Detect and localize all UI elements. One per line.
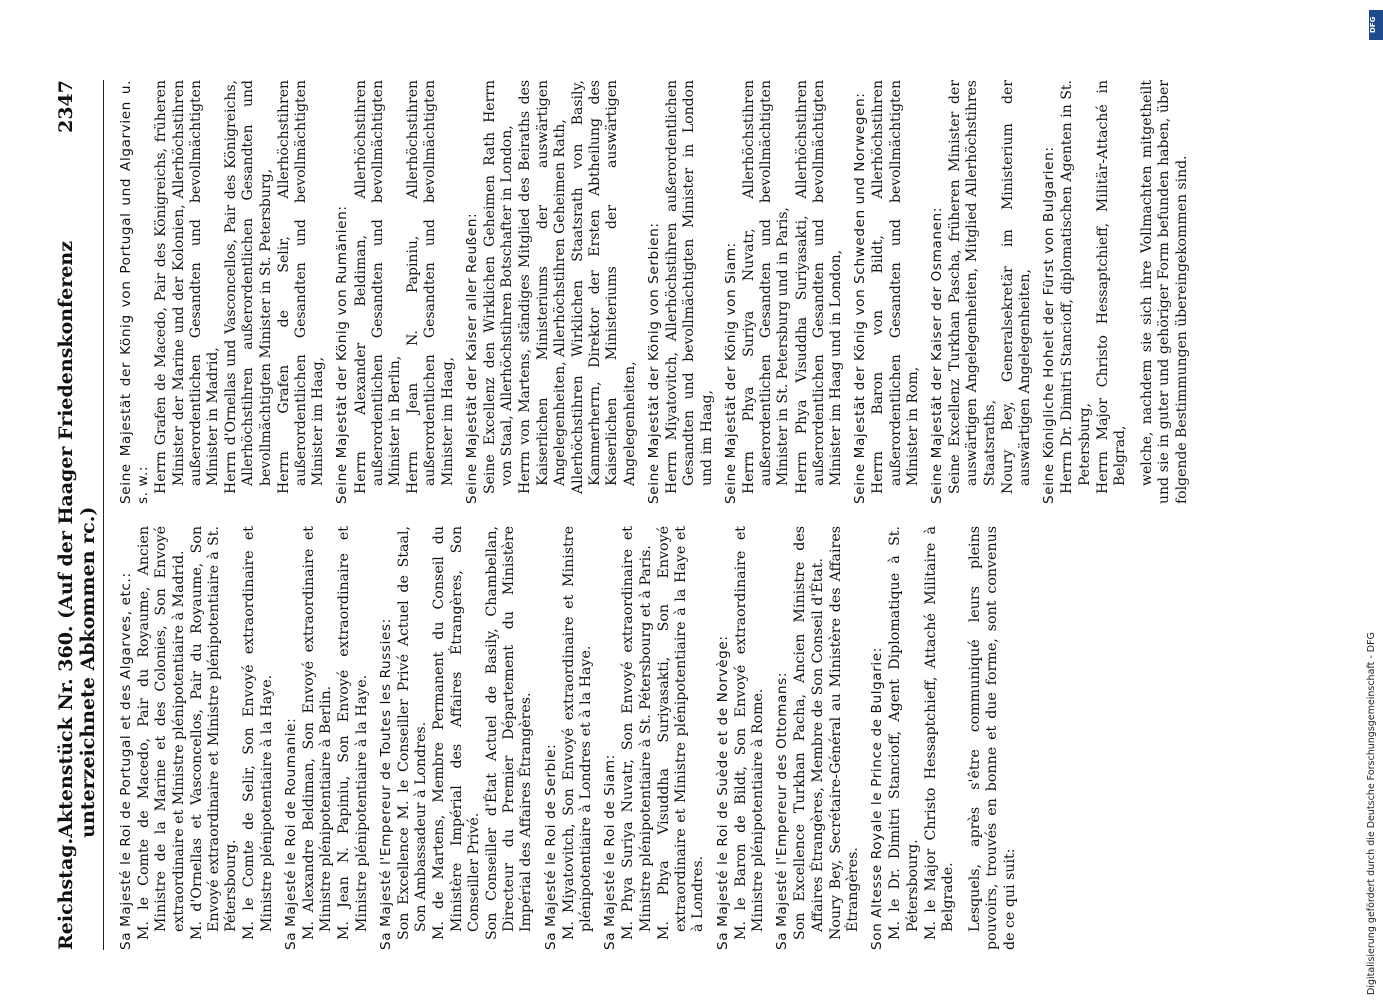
page-number: 2347 [55,80,77,133]
sovereign-title: Sa Majesté le Roi de Siam: [602,754,619,950]
two-column-text [118,80,1191,950]
sovereign-title: Son Altesse Royale le Prince de Bulgarie: [869,647,886,950]
delegate-entry: Seine Excellenz Turkhan Pascha, früheren Minister der auswärtigen Angelegenheiten, Mitglied Allerhöchstihres Staatsraths, [947,80,998,494]
sovereign-block [869,526,957,950]
delegate-entry: Herrn Baron von Bildt, Allerhöchstihren außerordentlichen Gesandten und bevollmächtigten Minister in Rom, [870,80,921,494]
dfg-logo: DFG [1369,10,1383,40]
delegate-entry: Herrn Dr. Dimitri Stancioff, diplomatischen Agenten in St. Petersburg, [1059,80,1093,494]
sovereign-title: Seine Majestät der König von Siam: [722,242,739,504]
sovereign-block [118,80,327,504]
closing-paragraph: welche, nachdem sie sich ihre Vollmachten mitgetheilt und sie in guter und gehöriger Form befunden haben, über folgende Bestimmungen übereingekommen sind. [1139,80,1190,504]
delegate-entry: M. de Martens, Membre Permanent du Conseil du Ministère Impérial des Affaires Étrangères, Son Conseiller Privé. [431,526,482,940]
dfg-credit: Digitalisierung gefördert durch die Deutsche Forschungsgemeinschaft - DFG [1366,632,1377,995]
delegate-entry: M. d'Ornellas et Vasconcellos, Pair du Royaume, Son Envoyé extraordinaire et Ministre plénipotentiaire à St. Pétersbourg. [188,526,240,940]
sovereign-title: Sa Majesté le Roi de Roumanie: [282,717,299,950]
delegate-entry: Allerhöchstihren Wirklichen Staatsrath von Basily, Kammerherrn, Direktor der Ersten Abtheilung des Kaiserlichen Ministeriums der auswärtigen Angelegenheiten, [570,80,638,494]
sovereign-block [774,526,862,950]
delegate-entry: Herrn Miyatovitch, Allerhöchstihren außerordentlichen Gesandten und bevollmächtigten Minister in London und im Haag, [664,80,715,494]
sovereign-title: Seine Majestät der König von Rumänien: [334,205,351,504]
sovereign-title: Sa Majesté le Roi de Serbie: [542,743,559,950]
sovereign-title: Seine Majestät der Kaiser aller Reußen: [463,212,480,504]
delegate-entry: M. le Comte de Selir, Son Envoyé extraordinaire et Ministre plénipotentiaire à la Haye. [241,526,275,940]
delegate-entry: M. Phya Visuddha Suriyasakti, Son Envoyé extraordinaire et Ministre plénipotentiaire à la Haye et à Londres. [655,526,707,940]
delegate-entry: Herrn Phya Visuddha Suriyasakti, Allerhöchstihren außerordentlichen Gesandten und bevollmächtigten Minister im Haag und in London, [793,80,844,494]
sovereign-title: Sa Majesté le Roi de Suède et de Norvège: [714,635,731,950]
sovereign-title: Sa Majesté le Roi de Portugal et des Algarves, etc.: [118,572,134,950]
delegate-entry: Noury Bey, Generalsekretär im Ministerium der auswärtigen Angelegenheiten, [999,80,1033,494]
delegate-entry: M. Phya Suriya Nuvatr, Son Envoyé extraordinaire et Ministre plénipotentiaire à St. Pétersbourg et à Paris. [620,526,654,940]
sovereign-block [602,526,707,950]
sovereign-block [646,80,716,504]
sovereign-block [378,526,536,950]
sovereign-title: Seine Königliche Hoheit der Fürst von Bulgarien: [1041,146,1058,504]
sovereign-block [723,80,845,504]
document-page [55,80,1305,950]
delegate-entry: M. le Dr. Dimitri Stancioff, Agent Diplomatique à St. Pétersbourg. [887,526,921,940]
delegate-entry: M. Jean N. Papiniu, Son Envoyé extraordinaire et Ministre plénipotentiaire à la Haye. [336,526,370,940]
sovereign-title: Sa Majesté l'Empereur des Ottomans: [774,671,791,950]
sovereign-block [543,526,596,950]
sovereign-block [852,80,922,504]
delegate-entry: M. Alexandre Beldiman, Son Envoyé extraordinaire et Ministre plénipotentiaire à Berlin. [301,526,335,940]
delegate-entry: M. Miyatovitch, Son Envoyé extraordinaire et Ministre plénipotentiaire à Londres et à la Haye. [560,526,595,940]
sovereign-title: Seine Majestät der Kaiser der Osmanen: [928,207,945,504]
delegate-entry: Herrn Grafen de Selir, Allerhöchstihren außerordentlichen Gesandten und bevollmächtigten Minister im Haag, [275,80,327,494]
sovereign-title: Seine Majestät der König von Serbien: [645,222,662,504]
delegate-entry: Son Excellence Turkhan Pacha, Ancien Ministre des Affaires Étrangères, Membre de Son Conseil d'État. [792,526,826,940]
closing-paragraph: Lesquels, après s'être communiqué leurs pleins pouvoirs, trouvés en bonne et due forme, sont convenus de ce qui suit: [967,526,1018,950]
sovereign-block [1041,80,1129,504]
delegate-entry: Seine Excellenz den Wirklichen Geheimen Rath Herrn von Staal, Allerhöchstihren Botschafter in London, [482,80,516,494]
delegate-entry: M. le Major Christo Hessaptchieff, Attaché Militaire à Belgrade. [922,526,956,940]
sovereign-block [118,526,276,950]
delegate-entry: Herrn Phya Suriya Nuvatr, Allerhöchstihren außerordentlichen Gesandten und bevollmächtigten Minister in St. Petersburg und in Paris, [740,80,792,494]
sovereign-block [929,80,1034,504]
sovereign-block [283,526,371,950]
sovereign-block [715,526,768,950]
delegate-entry: Herrn Grafen de Macedo, Pair des Königreichs, früheren Minister der Marine und der Kolonien, Allerhöchstihren außerordentlichen Gesandten und bevollmächtigten Minister in Madrid, [153,80,222,494]
delegate-entry: Herrn Major Christo Hessaptchieff, Militär-Attaché in Belgrad, [1094,80,1128,494]
delegate-entry: M. le Comte de Macedo, Pair du Royaume, Ancien Ministre de la Marine et des Colonies, Son Envoyé extraordinaire et Ministre plénipotentiaire à Madrid. [136,526,187,940]
delegate-entry: Son Excellence M. le Conseiller Privé Actuel de Staal, Son Ambassadeur à Londres. [396,526,430,940]
delegate-entry: Son Conseiller d'État Actuel de Basily, Chambellan, Directeur du Premier Département du Ministère Impérial des Affaires Étrangères. [484,526,535,940]
header-left: Reichstag. [55,837,77,950]
delegate-entry: Herrn Jean N. Papiniu, Allerhöchstihren außerordentlichen Gesandten und bevollmächtigten Minister im Haag, [405,80,456,494]
delegate-entry: Herrn von Martens, ständiges Mitglied des Beiraths des Kaiserlichen Ministeriums der auswärtigen Angelegenheiten, Allerhöchstihren Geheimen Rath, [517,80,568,494]
sovereign-block [334,80,456,504]
sovereign-title: Seine Majestät der König von Portugal und Algarvien u. s. w.: [118,80,152,504]
german-column [118,80,1191,504]
delegate-entry: Herrn d'Ornellas und Vasconcellos, Pair des Königreichs, Allerhöchstihren außerordentlichen Gesandten und bevollmächtigten Minister in St. Petersburg, [223,80,274,494]
sovereign-block [464,80,639,504]
french-column [118,526,1191,950]
delegate-entry: Noury Bey, Secrétaire-Général au Ministère des Affaires Étrangères. [827,526,861,940]
sovereign-title: Seine Majestät der König von Schweden und Norwegen: [852,92,869,504]
sovereign-title: Sa Majesté l'Empereur de Toutes les Russies: [377,618,394,950]
page-header [55,80,104,950]
delegate-entry: M. le Baron de Bildt, Son Envoyé extraordinaire et Ministre plénipotentiaire à Rome. [732,526,766,940]
delegate-entry: Herrn Alexander Beldiman, Allerhöchstihren außerordentlichen Gesandten und bevollmächtigten Minister in Berlin, [352,80,404,494]
header-title: Aktenstück Nr. 360. (Auf der Haager Friedenskonferenz unterzeichnete Abkommen rc.) [55,240,99,838]
